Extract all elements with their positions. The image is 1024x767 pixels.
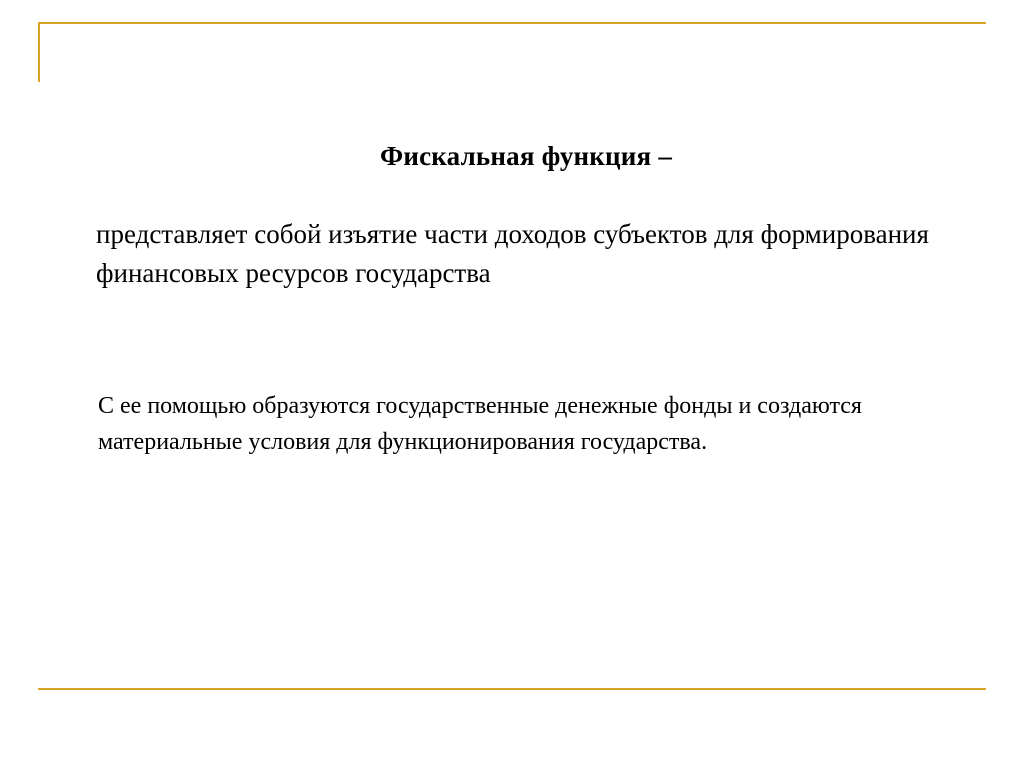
explanation-paragraph: С ее помощью образуются государственные денежные фонды и создаются материальные условия для функционирования государства.	[98, 393, 862, 455]
slide-title: Фискальная функция –	[379, 141, 673, 171]
definition-paragraph: представляет собой изъятие части доходов субъектов для формирования финансовых ресурсов государства	[96, 219, 929, 289]
